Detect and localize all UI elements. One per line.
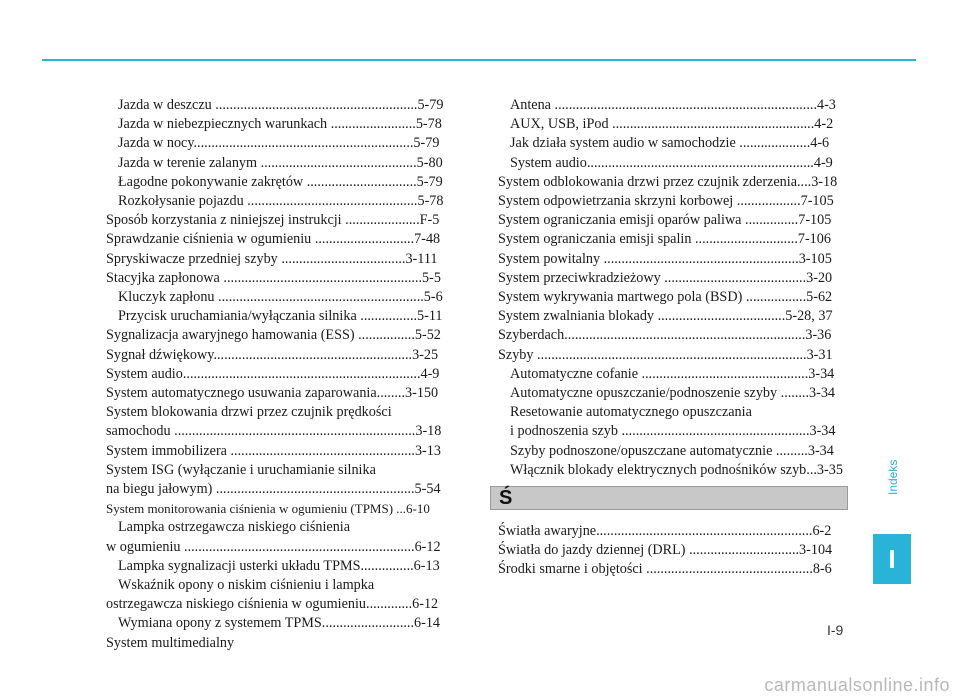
index-entry: System wykrywania martwego pola (BSD) .................5-62 — [498, 289, 833, 306]
index-group-s-acute — [498, 522, 852, 580]
index-entry: System zwalniania blokady ....................................5-28, 37 — [498, 308, 833, 325]
index-entry: Sposób korzystania z niniejszej instrukcji .....................F-5 — [106, 212, 440, 229]
index-subentry: Jazda w niebezpiecznych warunkach ........................5-78 — [118, 116, 442, 133]
side-label-indeks: Indeks — [886, 459, 900, 495]
index-entry: System immobilizera ....................................................3-13 — [106, 442, 441, 459]
index-entry: System multimedialny — [106, 634, 235, 651]
index-entry: Szyberdach....................................................................3-36 — [498, 327, 832, 344]
index-entry: System automatycznego usuwania zaparowania........3-150 — [106, 385, 439, 402]
index-entry: System przeciwkradzieżowy ........................................3-20 — [498, 269, 833, 286]
index-subentry: Resetowanie automatycznego opuszczania — [510, 404, 752, 421]
index-entry: System powitalny .......................................................3-105 — [498, 250, 832, 267]
index-subentry: Rozkołysanie pojazdu ................................................5-78 — [118, 193, 444, 210]
index-subentry: Automatyczne opuszczanie/podnoszenie szyby ........3-34 — [510, 385, 836, 402]
index-column-right — [498, 96, 852, 580]
index-entry: Sygnał dźwiękowy........................................................3-25 — [106, 346, 439, 363]
index-subentry: Jazda w nocy..............................................................5-79 — [118, 135, 440, 152]
index-subentry: Jak działa system audio w samochodzie ....................4-6 — [510, 135, 830, 152]
index-entry: Szyby ............................................................................3-31 — [498, 346, 833, 363]
index-entry: System blokowania drzwi przez czujnik prędkości — [106, 404, 392, 421]
index-subentry: Przycisk uruchamiania/wyłączania silnika ................5-11 — [118, 308, 443, 325]
index-subentry: Szyby podnoszone/opuszczane automatycznie .........3-34 — [510, 442, 834, 459]
chapter-tab: I — [873, 534, 911, 584]
index-subentry: Automatyczne cofanie ...............................................3-34 — [510, 365, 835, 382]
index-entry: samochodu ....................................................................3-18 — [106, 423, 442, 440]
index-entry: System odpowietrzania skrzyni korbowej ..................7-105 — [498, 193, 834, 210]
watermark: carmanualsonline.info — [764, 675, 950, 695]
index-subentry: Lampka sygnalizacji usterki układu TPMS...............6-13 — [118, 557, 440, 574]
index-entry: System audio...................................................................4-9 — [106, 365, 440, 382]
index-group-s-continued — [498, 96, 852, 480]
index-entry: System ISG (wyłączanie i uruchamianie silnika — [106, 461, 376, 478]
index-subentry: Łagodne pokonywanie zakrętów ...............................5-79 — [118, 173, 443, 190]
index-column-left — [106, 96, 458, 653]
index-entry: System ograniczania emisji spalin .............................7-106 — [498, 231, 831, 248]
index-entry: Sygnalizacja awaryjnego hamowania (ESS) ................5-52 — [106, 327, 441, 344]
index-entry: Stacyjka zapłonowa ........................................................5-5 — [106, 269, 441, 286]
page-number: I-9 — [827, 622, 844, 638]
index-subentry: Antena ..........................................................................4-3 — [510, 97, 836, 113]
index-subentry: Lampka ostrzegawcza niskiego ciśnienia — [118, 519, 351, 536]
index-entry: System monitorowania ciśnienia w ogumieniu (TPMS) ...6-10 — [106, 501, 430, 517]
index-subentry: i podnoszenia szyb .....................................................3-34 — [510, 423, 836, 440]
index-subentry: Jazda w deszczu .........................................................5-79 — [118, 97, 444, 113]
index-entry: na biegu jałowym) ........................................................5-54 — [106, 481, 441, 498]
index-entry: Sprawdzanie ciśnienia w ogumieniu ............................7-48 — [106, 231, 441, 248]
index-subentry: AUX, USB, iPod .........................................................4-2 — [510, 116, 834, 133]
index-entry: Światła do jazdy dziennej (DRL) ...............................3-104 — [498, 542, 833, 559]
index-subentry: Kluczyk zapłonu ..........................................................5-6 — [118, 289, 443, 306]
index-entry: System ograniczania emisji oparów paliwa ...............7-105 — [498, 212, 832, 229]
index-entry: System odblokowania drzwi przez czujnik zderzenia....3-18 — [498, 173, 838, 190]
section-header-s: Ś — [490, 486, 848, 510]
top-rule — [42, 59, 916, 61]
index-subentry: Jazda w terenie zalanym ............................................5-80 — [118, 154, 443, 171]
index-entry: Środki smarne i objętości ...............................................8-6 — [498, 561, 832, 578]
index-subentry: System audio................................................................4-9 — [510, 154, 833, 171]
index-subentry: Włącznik blokady elektrycznych podnośników szyb...3-35 — [510, 461, 843, 478]
index-entry: w ogumieniu .................................................................6-12 — [106, 538, 441, 555]
index-subentry: Wymiana opony z systemem TPMS..........................6-14 — [118, 615, 441, 632]
index-entry: Światła awaryjne.............................................................6-2 — [498, 523, 832, 540]
index-entry: Spryskiwacze przedniej szyby ...................................3-111 — [106, 250, 438, 267]
index-entry: ostrzegawcza niskiego ciśnienia w ogumieniu.............6-12 — [106, 596, 439, 613]
index-subentry: Wskaźnik opony o niskim ciśnieniu i lampka — [118, 577, 375, 594]
